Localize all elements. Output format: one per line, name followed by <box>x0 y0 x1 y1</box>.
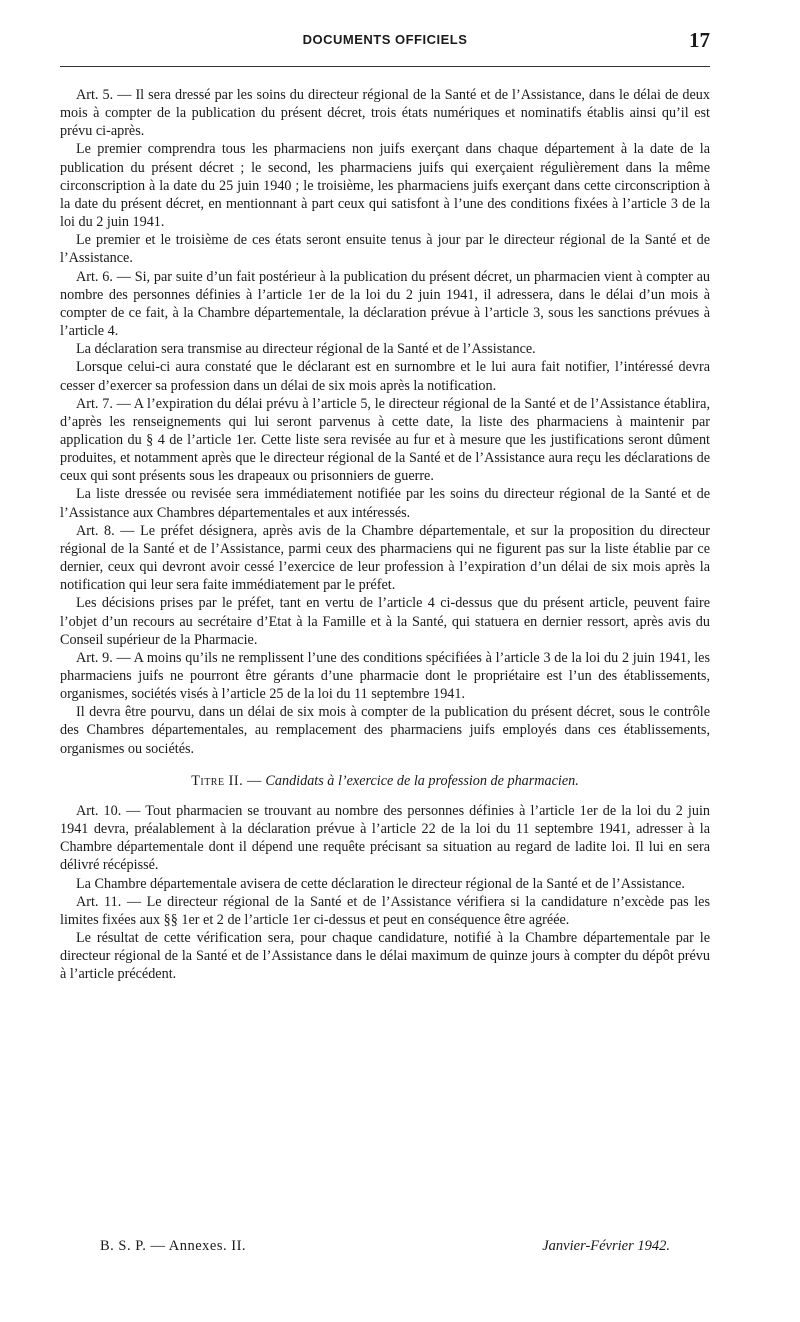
header-rule <box>60 66 710 67</box>
running-title: DOCUMENTS OFFICIELS <box>302 32 468 47</box>
paragraph: La déclaration sera transmise au directeur régional de la Santé et de l’Assistance. <box>76 341 536 358</box>
paragraph: Art. 6. — Si, par suite d’un fait postérieur à la publication du présent décret, un pharmacien vient à compter au nombre des personnes définies à l’article 1er de la loi du 2 juin 1941, il adressera, dans le délai d’un mois à compter de ce fait, à la Chambre départementale, la déclaration prévue à l’article 3, sous les sanctions prévues à l’article 4. <box>60 268 710 340</box>
paragraph: Le résultat de cette vérification sera, pour chaque candidature, notifié à la Chambre départementale par le directeur régional de la Santé et de l’Assistance dans le délai maximum de quinze jours à compter du dépôt prévu à l’article précédent. <box>60 930 710 983</box>
paragraph: Art. 8. — Le préfet désignera, après avis de la Chambre départementale, et sur la proposition du directeur régional de la Santé et de l’Assistance, parmi ceux des pharmaciens qui ne figurent pas sur la liste établie par ce dernier, ceux qui devront avoir cessé l’exercice de leur profession à l’expiration d’un délai de six mois après la notification qui leur sera faite immédiatement par le préfet. <box>60 522 710 594</box>
paragraph: La liste dressée ou revisée sera immédiatement notifiée par les soins du directeur régional de la Santé et de l’Assistance aux Chambres départementales et aux intéressés. <box>60 486 710 521</box>
section-title <box>60 772 710 790</box>
body-text <box>60 86 710 984</box>
footer-date: Janvier-Février 1942. <box>542 1238 670 1254</box>
section-title-tag: Titre II. — <box>191 772 262 789</box>
paragraph: Art. 7. — A l’expiration du délai prévu à l’article 5, le directeur régional de la Santé et de l’Assistance établira, d’après les renseignements qui lui seront parvenus à cette date, la liste des pharmaciens à maintenir par application du § 4 de l’article 1er. Cette liste sera revisée au fur et à mesure que les justifications seront dûment produites, et notamment après que le directeur régional de la Santé et de l’Assistance aura reçu les déclarations de ceux qui sont présents sous les drapeaux ou prisonniers de guerre. <box>60 395 710 485</box>
section-title-text: Candidats à l’exercice de la profession de pharmacien. <box>265 772 579 789</box>
paragraph: Le premier et le troisième de ces états seront ensuite tenus à jour par le directeur régional de la Santé et de l’Assistance. <box>60 232 710 267</box>
paragraph: Il devra être pourvu, dans un délai de six mois à compter de la publication du présent décret, sous le contrôle des Chambres départementales, au remplacement des pharmaciens juifs employés dans ces établissements, organismes ou sociétés. <box>60 704 710 757</box>
footer-publication: B. S. P. — Annexes. II. <box>100 1238 247 1254</box>
paragraph: Le premier comprendra tous les pharmaciens non juifs exerçant dans chaque département à la date de la publication du présent décret ; le second, les pharmaciens juifs qui exerçaient régulièrement dans la même circonscription à la date du 25 juin 1940 ; le troisième, les pharmaciens juifs exerçant dans cette circonscription à la date du présent décret, en mentionnant à part ceux qui satisfont à l’une des conditions fixées à l’article 3 de la loi du 2 juin 1941. <box>60 141 710 231</box>
paragraph: La Chambre départementale avisera de cette déclaration le directeur régional de la Santé et de l’Assistance. <box>76 875 685 892</box>
paragraph: Art. 5. — Il sera dressé par les soins du directeur régional de la Santé et de l’Assistance, dans le délai de deux mois à compter de la publication du présent décret, trois états numériques et nominatifs établis ainsi qu’il est prévu ci-après. <box>60 87 710 140</box>
paragraph: Art. 9. — A moins qu’ils ne remplissent l’une des conditions spécifiées à l’article 3 de la loi du 2 juin 1941, les pharmaciens juifs ne pourront être gérants d’une pharmacie dont le propriétaire est l’un des établissements, organismes, sociétés visés à l’article 25 de la loi du 11 septembre 1941. <box>60 649 710 703</box>
page-header <box>60 28 710 54</box>
paragraph: Art. 11. — Le directeur régional de la Santé et de l’Assistance vérifiera si la candidature n’excède pas les limites fixées aux §§ 1er et 2 de l’article 1er ci-dessus et peut en conséquence être agréée. <box>60 893 710 928</box>
paragraph: Lorsque celui-ci aura constaté que le déclarant est en surnombre et le lui aura fait notifier, l’intéressé devra cesser d’exercer sa profession dans un délai de six mois après la notification. <box>60 359 710 394</box>
page-number: 17 <box>689 28 710 52</box>
paragraph: Les décisions prises par le préfet, tant en vertu de l’article 4 ci-dessus que du présent article, peuvent faire l’objet d’un recours au secrétaire d’Etat à la Famille et à la Santé, qui statuera en dernier ressort, après avis du Conseil supérieur de la Pharmacie. <box>60 595 710 648</box>
paragraph: Art. 10. — Tout pharmacien se trouvant au nombre des personnes définies à l’article 1er de la loi du 2 juin 1941 devra, préalablement à la déclaration prévue à l’article 22 de la loi du 11 septembre 1941, adresser à la Chambre départementale dont il dépend une requête précisant sa situation au regard de ladite loi. Il lui en sera délivré récépissé. <box>60 802 710 874</box>
